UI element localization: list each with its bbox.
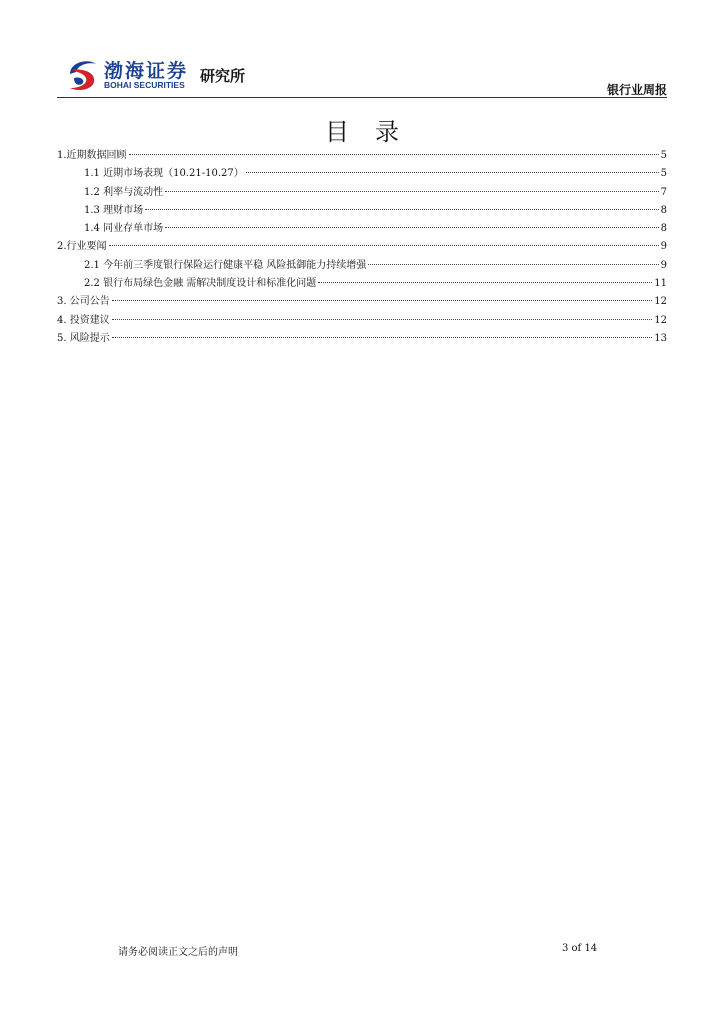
- toc-entry-page: 7: [660, 186, 667, 198]
- toc-entry-label: 1.近期数据回顾: [57, 150, 127, 161]
- toc-entry-page: 9: [660, 241, 667, 253]
- toc-dot-leader: [165, 191, 659, 192]
- toc-entry-label: 2.行业要闻: [57, 241, 107, 253]
- toc-entry-page: 5: [660, 150, 667, 161]
- toc-title: 目录: [325, 118, 425, 146]
- toc-dot-leader: [165, 227, 659, 228]
- toc-entry-label: 1.1 近期市场表现（10.21-10.27）: [84, 168, 244, 180]
- report-type: 银行业周报: [606, 83, 667, 97]
- institute-label: 研究所: [200, 67, 246, 85]
- page-number: 3 of 14: [562, 943, 598, 954]
- logo-chinese-name: 渤海证券: [104, 60, 189, 82]
- toc-entry-page: 5: [660, 168, 667, 180]
- toc-dot-leader: [368, 264, 658, 265]
- toc-entry-label: 1.3 理财市场: [84, 204, 144, 216]
- toc-entry-label: 3. 公司公告: [57, 296, 110, 308]
- toc-dot-leader: [112, 337, 653, 338]
- toc-entry[interactable]: [57, 183, 667, 201]
- toc-entry-label: 2.2 银行布局绿色金融 需解决制度设计和标准化问题: [84, 278, 317, 290]
- table-of-contents: [57, 146, 667, 347]
- toc-entry-page: 13: [654, 332, 667, 344]
- toc-dot-leader: [145, 209, 659, 210]
- toc-entry-label: 4. 投资建议: [57, 314, 110, 326]
- toc-entry[interactable]: [57, 274, 667, 292]
- logo-english-name: BOHAI SECURITIES: [104, 80, 185, 90]
- header-divider: [57, 97, 667, 98]
- toc-entry-page: 8: [660, 223, 667, 235]
- toc-entry-page: 11: [654, 278, 667, 290]
- toc-entry-page: 8: [660, 204, 667, 216]
- toc-entry-page: 12: [654, 314, 667, 326]
- toc-entry-page: 12: [654, 296, 667, 308]
- bohai-logo-mark-icon: [66, 56, 100, 92]
- toc-dot-leader: [129, 154, 659, 155]
- toc-entry[interactable]: [57, 292, 667, 310]
- footer-disclaimer: 请务必阅读正文之后的声明: [118, 947, 238, 958]
- toc-dot-leader: [246, 172, 659, 173]
- toc-dot-leader: [318, 282, 652, 283]
- toc-entry-label: 5. 风险提示: [57, 332, 110, 344]
- toc-entry[interactable]: [57, 164, 667, 182]
- toc-entry-label: 1.4 同业存单市场: [84, 223, 164, 235]
- toc-entry[interactable]: [57, 201, 667, 219]
- toc-entry-label: 2.1 今年前三季度银行保险运行健康平稳 风险抵御能力持续增强: [84, 259, 367, 271]
- bohai-logo: [66, 56, 266, 92]
- toc-entry-label: 1.2 利率与流动性: [84, 186, 164, 198]
- toc-entry[interactable]: [57, 329, 667, 347]
- toc-entry[interactable]: [57, 219, 667, 237]
- toc-entry[interactable]: [57, 146, 667, 164]
- toc-entry[interactable]: [57, 237, 667, 255]
- toc-entry[interactable]: [57, 256, 667, 274]
- toc-entry[interactable]: [57, 311, 667, 329]
- toc-entry-page: 9: [660, 259, 667, 271]
- toc-dot-leader: [109, 245, 659, 246]
- toc-dot-leader: [112, 319, 653, 320]
- toc-dot-leader: [112, 300, 653, 301]
